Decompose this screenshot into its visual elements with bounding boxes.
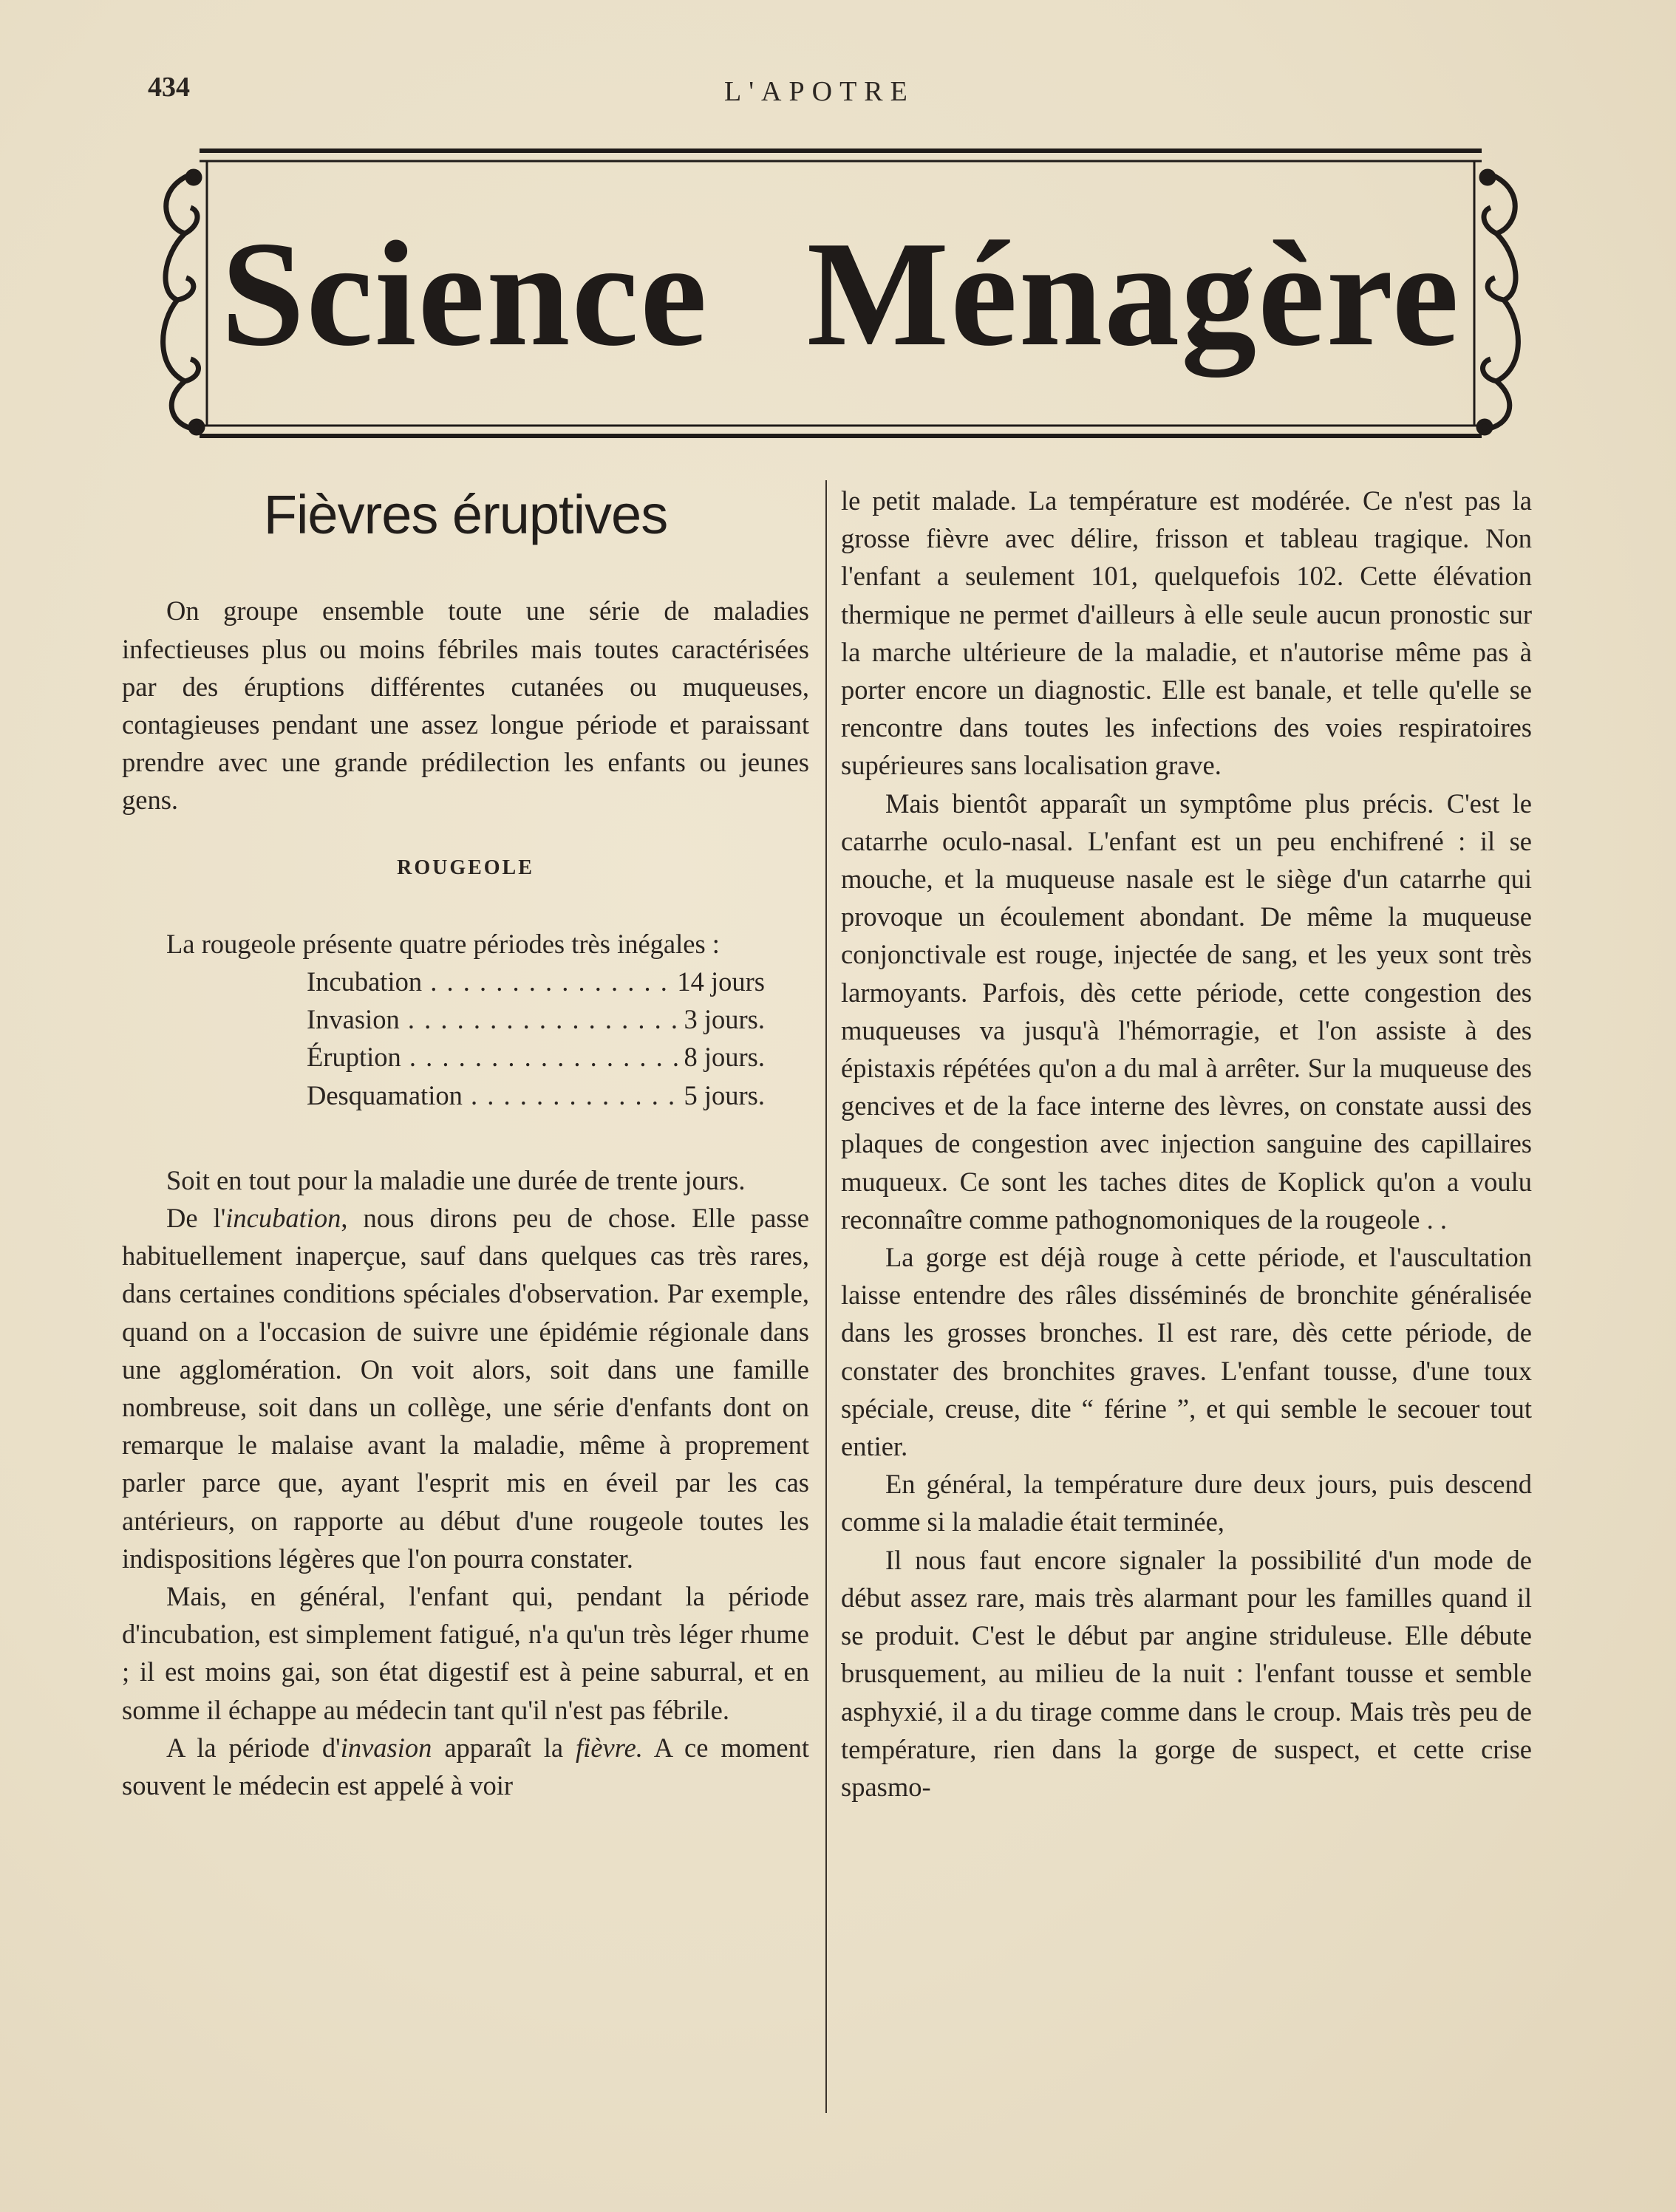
right-column [841, 482, 1532, 1806]
periods-intro: La rougeole présente quatre périodes très inégales : [166, 928, 720, 959]
period-value: 3 jours. [684, 1004, 765, 1035]
article-title: Fièvres éruptives [263, 484, 668, 545]
paragraph: Soit en tout pour la maladie une durée de trente jours. [166, 1164, 746, 1195]
column-divider [825, 480, 827, 2113]
paragraph: Il nous faut encore signaler la possibilité d'un mode de début assez rare, mais très alarmant pour les familles quand il se produit. C'est le début par angine striduleuse. Elle débute brusquement, au milieu de la nuit : l'enfant tousse et semble asphyxié, il a du tirage comme dans le croup. Mais très peu de température, rien dans la gorge de suspect, et cette crise spasmo- [841, 1544, 1532, 1802]
paragraph: En général, la température dure deux jours, puis descend comme si la maladie était terminée, [841, 1469, 1532, 1537]
text-run: , nous dirons peu de chose. Elle passe habituellement inaperçue, sauf dans quelques cas très rares, dans certaines conditions spéciales d'observation. Par exemple, quand on a l'occasion de suivre une épidémie régionale dans une agglomération. On voit alors, soit dans une famille nombreuse, soit dans un collège, une série d'enfants dont on remarque le malaise avant la maladie, même à proprement parler parce que, ayant l'esprit mis en éveil par les cas antérieurs, on rapporte au début d'une rougeole toutes les indispositions légères que l'on pourra constater. [122, 1203, 809, 1574]
emphasis: invasion [340, 1732, 432, 1763]
text-run: A ce moment souvent le médecin est appelé à voir [122, 1732, 809, 1801]
period-label: Desquamation . . . [307, 1076, 680, 1114]
period-row [122, 1000, 765, 1038]
period-value: 8 jours. [684, 1042, 765, 1073]
text-run: De l' [166, 1203, 226, 1234]
text-run: A la période d' [166, 1732, 341, 1763]
banner-title: Science Ménagère [220, 211, 1461, 378]
period-row [122, 1076, 765, 1114]
intro-paragraph: On groupe ensemble toute une série de maladies infectieuses plus ou moins fébriles mais toutes caractérisées par des éruptions différentes cutanées ou muqueuses, contagieuses pendant une assez longue période et paraissant prendre avec une grande prédilection les enfants ou jeunes gens. [122, 595, 809, 816]
paragraph [122, 1199, 809, 1577]
running-header [148, 71, 1530, 115]
period-value: 14 jours [677, 966, 765, 997]
period-row [122, 963, 765, 1000]
emphasis: incubation [225, 1203, 341, 1234]
left-column [122, 479, 809, 1804]
period-row [122, 1038, 765, 1076]
paragraph: La gorge est déjà rouge à cette période, et l'auscultation laisse entendre des râles disséminés de bronchite généralisée dans les grosses bronches. Il est rare, dès cette période, de constater des bronchites graves. L'enfant tousse, d'une toux spéciale, creuse, dite “ férine ”, et qui semble le secouer tout entier. [841, 1242, 1532, 1462]
paragraph [122, 1729, 809, 1804]
paragraph: Mais bientôt apparaît un symptôme plus précis. C'est le catarrhe oculo-nasal. L'enfant est un peu enchifrené : il se mouche, et la muqueuse nasale est le siège d'un catarrhe qui provoque un écoulement abondant. De même la muqueuse conjonctivale est rouge, injectée de sang, et les yeux sont très larmoyants. Parfois, dès cette période, cette congestion des muqueuses va jusqu'à l'hémorragie, et l'on assiste à des épistaxis répétées qu'on a du mal à arrêter. Sur la muqueuse des gencives et de la face interne des lèvres, on constate aussi des plaques de congestion avec injection sanguine des capillaires muqueux. Ce sont les taches dites de Koplick qu'on a voulu reconnaître comme pathognomoniques de la rougeole . . [841, 788, 1532, 1235]
section-heading: ROUGEOLE [397, 856, 534, 879]
period-label: Invasion . . . [307, 1000, 680, 1038]
paragraph: Mais, en général, l'enfant qui, pendant la période d'incubation, est simplement fatigué, n'a qu'un très léger rhume ; il est moins gai, son état digestif est à peine saburral, et en somme il échappe au médecin tant qu'il n'est pas fébrile. [122, 1581, 809, 1725]
running-title: L'APOTRE [724, 76, 915, 107]
emphasis: fièvre. [576, 1732, 643, 1763]
paragraph: le petit malade. La température est modérée. Ce n'est pas la grosse fièvre avec délire, frisson et tableau tragique. Non l'enfant a seulement 101, quelquefois 102. Cette élévation thermique ne permet d'ailleurs à elle seule aucun pronostic sur la marche ultérieure de la maladie, et n'autorise même pas à porter encore un diagnostic. Elle est banale, et telle qu'elle se rencontre dans toutes les infections des voies respiratoires supérieures sans localisation grave. [841, 485, 1532, 781]
period-value: 5 jours. [684, 1079, 765, 1110]
page-number: 434 [148, 72, 190, 103]
title-banner [155, 145, 1526, 448]
period-label: Éruption . . . [307, 1038, 680, 1076]
text-run: apparaît la [432, 1732, 576, 1763]
period-label: Incubation . . . [307, 963, 672, 1000]
periods-table [122, 963, 809, 1114]
